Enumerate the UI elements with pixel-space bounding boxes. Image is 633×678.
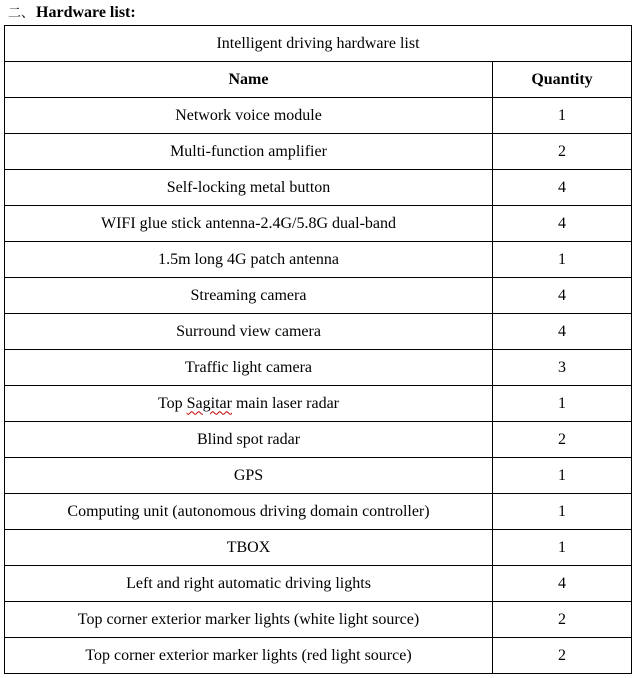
table-row <box>5 242 632 278</box>
header-name: Name <box>5 62 493 98</box>
hardware-table <box>4 25 632 674</box>
item-quantity: 1 <box>493 386 632 422</box>
item-quantity: 4 <box>493 206 632 242</box>
item-name-prefix: Top <box>157 394 187 412</box>
item-quantity: 4 <box>493 278 632 314</box>
table-row <box>5 170 632 206</box>
table-row <box>5 602 632 638</box>
item-quantity: 1 <box>493 242 632 278</box>
header-quantity: Quantity <box>493 62 632 98</box>
item-quantity: 1 <box>493 458 632 494</box>
item-quantity: 1 <box>493 494 632 530</box>
table-row <box>5 386 632 422</box>
table-caption: Intelligent driving hardware list <box>5 26 632 62</box>
table-row <box>5 494 632 530</box>
item-name: Self-locking metal button <box>5 170 493 206</box>
item-name: Left and right automatic driving lights <box>5 566 493 602</box>
item-quantity: 2 <box>493 638 632 674</box>
item-quantity: 3 <box>493 350 632 386</box>
item-name: Top corner exterior marker lights (white light source) <box>5 602 493 638</box>
item-quantity: 4 <box>493 314 632 350</box>
item-name: Multi-function amplifier <box>5 134 493 170</box>
table-row <box>5 278 632 314</box>
section-number: 二、 <box>8 6 35 21</box>
item-name: 1.5m long 4G patch antenna <box>5 242 493 278</box>
table-row <box>5 98 632 134</box>
item-name: Blind spot radar <box>5 422 493 458</box>
item-name: Top corner exterior marker lights (red light source) <box>5 638 493 674</box>
item-name: GPS <box>5 458 493 494</box>
item-quantity: 4 <box>493 170 632 206</box>
section-heading <box>8 2 136 24</box>
item-name-suffix: main laser radar <box>231 394 340 412</box>
table-row <box>5 422 632 458</box>
item-quantity: 2 <box>493 602 632 638</box>
table-caption-row <box>5 26 632 62</box>
item-quantity: 2 <box>493 134 632 170</box>
item-quantity: 2 <box>493 422 632 458</box>
table-row <box>5 206 632 242</box>
item-name: Computing unit (autonomous driving domain controller) <box>5 494 493 530</box>
section-title: Hardware list: <box>36 4 136 21</box>
table-row <box>5 458 632 494</box>
item-quantity: 4 <box>493 566 632 602</box>
item-name: Traffic light camera <box>5 350 493 386</box>
item-name: Network voice module <box>5 98 493 134</box>
table-row <box>5 530 632 566</box>
item-name: WIFI glue stick antenna-2.4G/5.8G dual-band <box>5 206 493 242</box>
table-row <box>5 314 632 350</box>
item-name: TBOX <box>5 530 493 566</box>
item-name: Streaming camera <box>5 278 493 314</box>
table-row <box>5 638 632 674</box>
table-row <box>5 350 632 386</box>
item-quantity: 1 <box>493 530 632 566</box>
table-row <box>5 134 632 170</box>
item-name: Surround view camera <box>5 314 493 350</box>
item-quantity: 1 <box>493 98 632 134</box>
table-header-row <box>5 62 632 98</box>
spellcheck-flagged-word: Sagitar <box>186 394 232 412</box>
item-name <box>5 386 493 422</box>
table-row <box>5 566 632 602</box>
